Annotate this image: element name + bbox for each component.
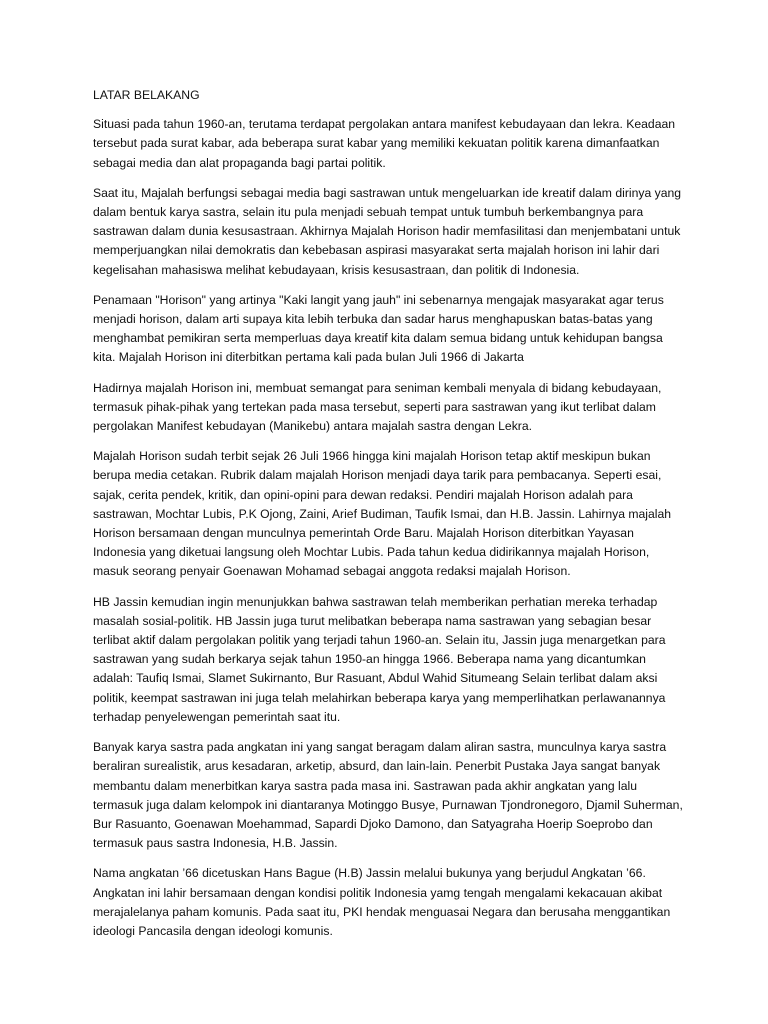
paragraph-8: Nama angkatan ’66 dicetuskan Hans Bague (H.B) Jassin melalui bukunya yang berjudul Angkatan ’66. Angkatan ini lahir bersamaan dengan kondisi politik Indonesia yamg tengah mengalami kekacauan akibat merajalelanya paham komunis. Pada saat itu, PKI hendak menguasai Negara dan berusaha menggantikan ideologi Pancasila dengan ideologi komunis. <box>93 866 671 938</box>
document-body <box>93 86 683 952</box>
paragraph-5: Majalah Horison sudah terbit sejak 26 Juli 1966 hingga kini majalah Horison tetap aktif meskipun bukan berupa media cetakan. Rubrik dalam majalah Horison menjadi daya tarik para pembacanya. Seperti esai, sajak, cerita pendek, kritik, dan opini-opini para dewan redaksi. Pendiri majalah Horison adalah para sastrawan, Mochtar Lubis, P.K Ojong, Zaini, Arief Budiman, Taufik Ismai, dan H.B. Jassin. Lahirnya majalah Horison bersamaan dengan munculnya pemerintah Orde Baru. Majalah Horison diterbitkan Yayasan Indonesia yang diketuai langsung oleh Mochtar Lubis. Pada tahun kedua didirikannya majalah Horison, masuk seorang penyair Goenawan Mohamad sebagai anggota redaksi majalah Horison. <box>93 449 672 579</box>
section-heading: LATAR BELAKANG <box>93 88 200 102</box>
paragraph-6: HB Jassin kemudian ingin menunjukkan bahwa sastrawan telah memberikan perhatian mereka terhadap masalah sosial-politik. HB Jassin juga turut melibatkan beberapa nama sastrawan yang sebagian besar terlibat aktif dalam pergolakan politik yang terjadi tahun 1960-an. Selain itu, Jassin juga menargetkan para sastrawan yang sudah berkarya sejak tahun 1950-an hingga 1966. Beberapa nama yang dicantumkan adalah: Taufiq Ismai, Slamet Sukirnanto, Bur Rasuant, Abdul Wahid Situmeang Selain terlibat dalam aksi politik, keempat sastrawan ini juga telah melahirkan beberapa karya yang memperlihatkan perlawanannya terhadap penyelewengan pemerintah saat itu. <box>93 594 666 724</box>
paragraph-3: Penamaan "Horison" yang artinya "Kaki langit yang jauh" ini sebenarnya mengajak masyarakat agar terus menjadi horison, dalam arti supaya kita lebih terbuka dan sadar harus menghapuskan batas-batas yang menghambat pemikiran serta memperluas daya kreatif kita dalam semua bidang untuk kehidupan bangsa kita. Majalah Horison ini diterbitkan pertama kali pada bulan Juli 1966 di Jakarta <box>93 292 664 365</box>
paragraph-7: Banyak karya sastra pada angkatan ini yang sangat beragam dalam aliran sastra, munculnya karya sastra beraliran surealistik, arus kesadaran, arketip, absurd, dan lain-lain. Penerbit Pustaka Jaya sangat banyak membantu dalam menerbitkan karya sastra pada masa ini. Sastrawan pada akhir angkatan yang lalu termasuk juga dalam kelompok ini diantaranya Motinggo Busye, Purnawan Tjondronegoro, Djamil Suherman, Bur Rasuanto, Goenawan Moehammad, Sapardi Djoko Damono, dan Satyagraha Hoerip Soeprobo dan termasuk paus sastra Indonesia, H.B. Jassin. <box>93 740 683 851</box>
paragraph-2: Saat itu, Majalah berfungsi sebagai media bagi sastrawan untuk mengeluarkan ide kreatif dalam dirinya yang dalam bentuk karya sastra, selain itu pula menjadi sebuah tempat untuk tumbuh berkembangnya para sastrawan dalam dunia kesusastraan. Akhirnya Majalah Horison hadir memfasilitasi dan menjembatani untuk memperjuangkan nilai demokratis dan kebebasan aspirasi masyarakat serta majalah horison ini lahir dari kegelisahan mahasiswa melihat kebudayaan, krisis kesusastraan, dan politik di Indonesia. <box>93 185 682 277</box>
paragraph-4: Hadirnya majalah Horison ini, membuat semangat para seniman kembali menyala di bidang kebudayaan, termasuk pihak-pihak yang tertekan pada masa tersebut, seperti para sastrawan yang ikut terlibat dalam pergolakan Manifest kebudayan (Manikebu) antara majalah sastra dengan Lekra. <box>93 380 662 434</box>
paragraph-1: Situasi pada tahun 1960-an, terutama terdapat pergolakan antara manifest kebudayaan dan lekra. Keadaan tersebut pada surat kabar, ada beberapa surat kabar yang memiliki kekuatan politik karena dimanfaatkan sebagai media dan alat propaganda bagi partai politik. <box>93 117 676 170</box>
